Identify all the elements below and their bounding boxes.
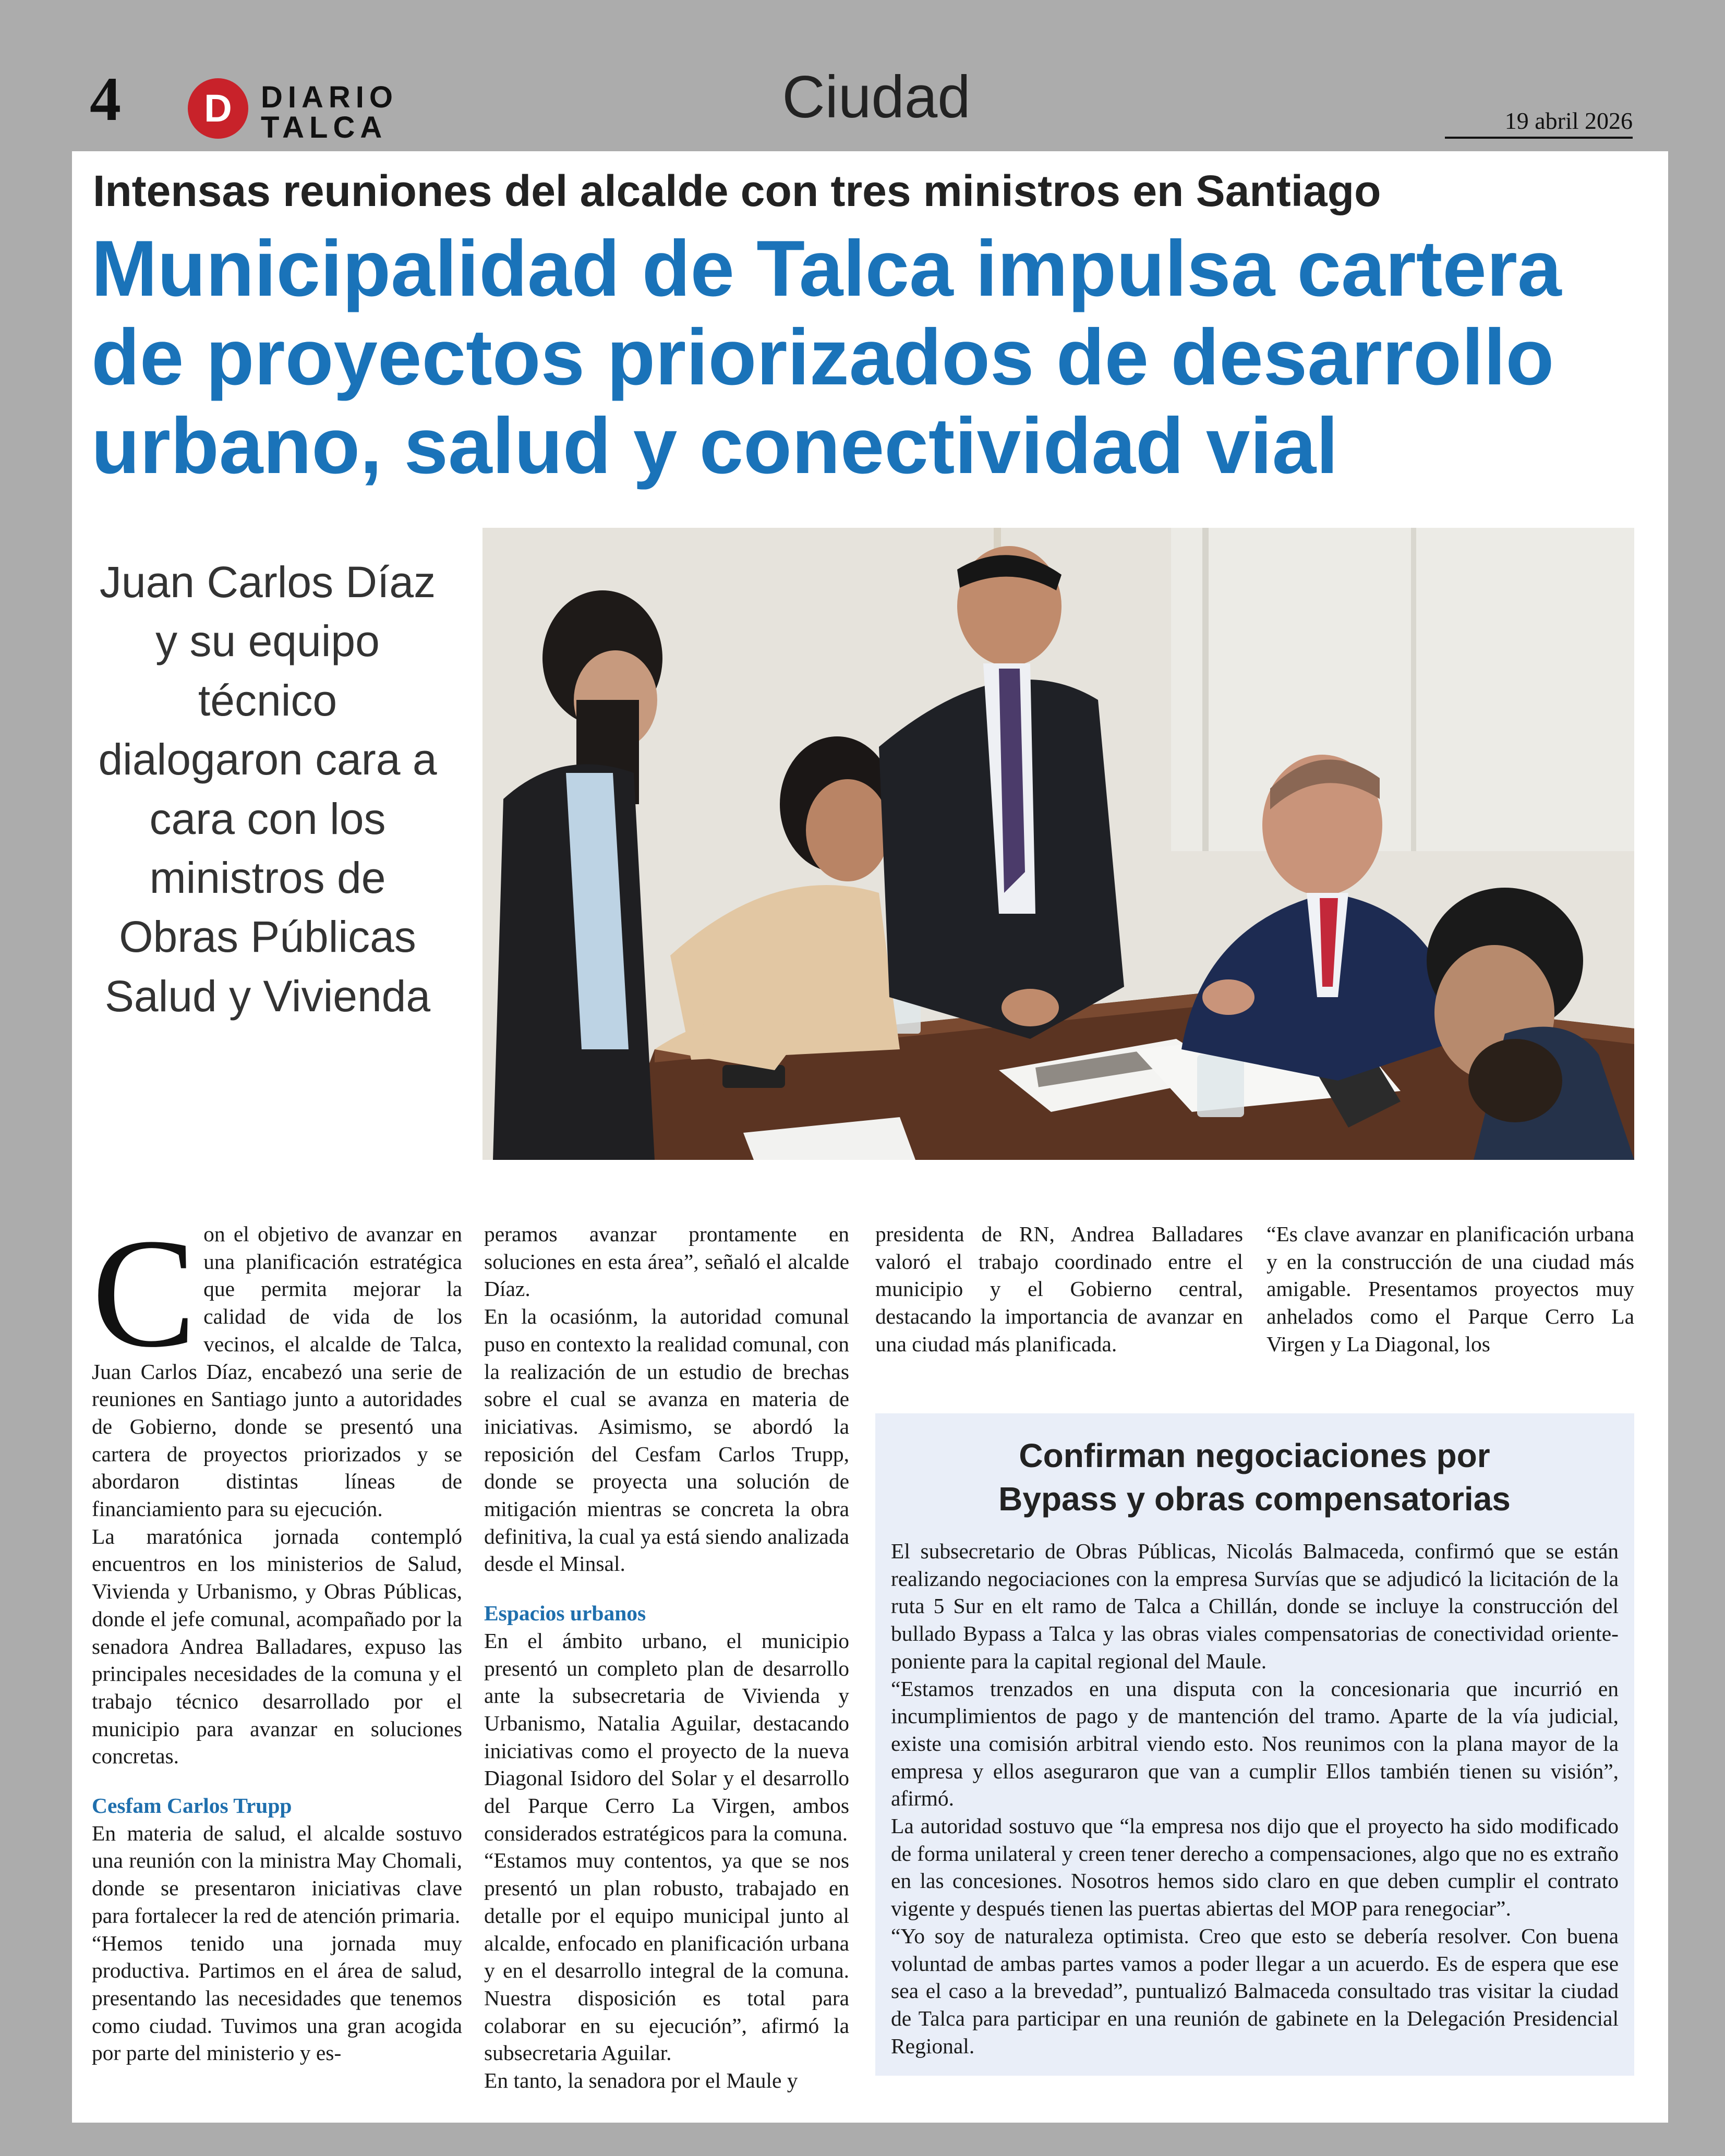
paragraph: “Es clave avanzar en planificación urbana y en la construcción de una ciudad más amigable. Presentamos proyectos muy anhelados como el Parque Cerro La Virgen y La Diagonal, los (1266, 1222, 1634, 1356)
article-headline: Municipalidad de Talca impulsa cartera de proyectos priorizados de desarrollo urbano, salud y conectividad vial (91, 224, 1562, 491)
sidebar-box-title: Confirman negociaciones por Bypass y obras compensatorias (998, 1437, 1511, 1518)
article-column-1 (92, 1206, 462, 2067)
paragraph: En el ámbito urbano, el municipio presentó un completo plan de desarrollo ante la subsecretaria de Vivienda y Urbanismo, Natalia Aguilar, destacando iniciativas como el proyecto de la nueva Diagonal Isidoro del Solar y el desarrollo del Parque Cerro La Virgen, ambos considerados estratégicos para la comuna. (484, 1628, 849, 1845)
drop-cap: C (92, 1206, 197, 1379)
paragraph: presidenta de RN, Andrea Balladares valoró el trabajo coordinado entre el municipio y el Gobierno central, destacando la importancia de avanzar en una ciudad más planificada. (875, 1222, 1243, 1356)
paragraph: peramos avanzar prontamente en soluciones en esta área”, señaló el alcalde Díaz. (484, 1222, 849, 1301)
paragraph: “Hemos tenido una jornada muy productiva. Partimos en el área de salud, presentando las necesidades que tenemos como ciudad. Tuvimos una gran acogida por parte del ministerio y es- (92, 1931, 462, 2065)
paragraph: En materia de salud, el alcalde sostuvo una reunión con la ministra May Chomali, donde se presentaron iniciativas clave para fortalecer la red de atención primaria. (92, 1821, 462, 1928)
paragraph: El subsecretario de Obras Públicas, Nicolás Balmaceda, confirmó que se están realizando negociaciones con la empresa Survías que se adjudicó la licitación de la ruta 5 Sur en elt ramo de Talca a Chillán, donde se incluye la construcción del bullado Bypass a Talca y las obras viales compensatorias de conectividad oriente-poniente para la capital regional del Maule. (891, 1539, 1619, 1673)
page-number: 4 (90, 64, 121, 134)
paragraph: “Yo soy de naturaleza optimista. Creo que esto se debería resolver. Con buena voluntad de ambas partes vamos a poder llegar a un acuerdo. Es de espera que ese sea el caso a la brevedad”, puntualizó Balmaceda consultado tras visitar la ciudad de Talca para participar en una reunión de gabinete en la Delegación Presidencial Regional. (891, 1923, 1619, 2058)
meeting-photo (482, 528, 1634, 1160)
paragraph: “Estamos trenzados en una disputa con la concesionaria que incurrió en incumplimientos de pago y de mantención del tramo. Aparte de la vía judicial, existe una comisión arbitral viendo esto. Nos reunimos con la plana mayor de la empresa y ellos aseguraron que van a cumplir Ellos también tienen su visión”, afirmó. (891, 1676, 1619, 1811)
issue-date: 19 abril 2026 (1504, 107, 1633, 134)
paragraph: La maratónica jornada contempló encuentros en los ministerios de Salud, Vivienda y Urbanismo, y Obras Públicas, donde el jefe comunal, acompañado por la senadora Andrea Balladares, expuso las principales necesidades de la comuna y el trabajo técnico desarrollado por el municipio para avanzar en soluciones concretas. (92, 1524, 462, 1769)
logo-word-top: DIARIO (261, 80, 398, 114)
article-column-4 (1266, 1220, 1634, 1358)
paragraph: La autoridad sostuvo que “la empresa nos dijo que el proyecto ha sido modificado de forma unilateral y creen tener derecho a compensaciones, algo que no es extraño en las concesiones. Nosotros hemos sido claro en que deben cumplir el contrato vigente y después tienen las puertas abiertas del MOP para renegociar”. (891, 1814, 1619, 1921)
section-title: Ciudad (782, 64, 971, 130)
article-kicker: Intensas reuniones del alcalde con tres ministros en Santiago (93, 166, 1381, 215)
logo-word-bottom: TALCA (261, 111, 388, 144)
article-column-3 (875, 1220, 1243, 1358)
subheading: Cesfam Carlos Trupp (92, 1794, 292, 1818)
paragraph: En la ocasiónm, la autoridad comunal puso en contexto la realidad comunal, con la realización de un estudio de brechas sobre el cual se avanza en materia de iniciativas. Asimismo, se abordó la reposición del Cesfam Carlos Trupp, donde se proyecta una solución de mitigación mientras se concreta la obra definitiva, la cual ya está siendo analizada desde el Minsal. (484, 1304, 849, 1576)
sidebar-box-body (891, 1537, 1619, 2060)
logo-mark-icon: D (188, 78, 248, 139)
paragraph: on el objetivo de avanzar en una planificación estratégica que permita mejorar la calidad de vida de los vecinos, el alcalde de Talca, Juan Carlos Díaz, encabezó una serie de reuniones en Santiago junto a autoridades de Gobierno, donde se presentó una cartera de proyectos priorizados y se abordaron distintas líneas de financiamiento para su ejecución. (92, 1222, 462, 1521)
pull-quote: Juan Carlos Díaz y su equipo técnico dialogaron cara a cara con los ministros de Obras Públicas Salud y Vivienda (98, 558, 437, 1021)
date-rule (1445, 137, 1633, 139)
newspaper-logo (188, 78, 407, 144)
subheading: Espacios urbanos (484, 1601, 646, 1626)
paragraph: En tanto, la senadora por el Maule y (484, 2068, 798, 2093)
article-column-2 (484, 1220, 849, 2094)
paragraph: “Estamos muy contentos, ya que se nos presentó un plan robusto, trabajado en detalle por el equipo municipal junto al alcalde, enfocado en planificación urbana y en el desarrollo integral de la comuna. Nuestra disposición es total para colaborar en su ejecución”, afirmó la subsecretaria Aguilar. (484, 1848, 849, 2065)
